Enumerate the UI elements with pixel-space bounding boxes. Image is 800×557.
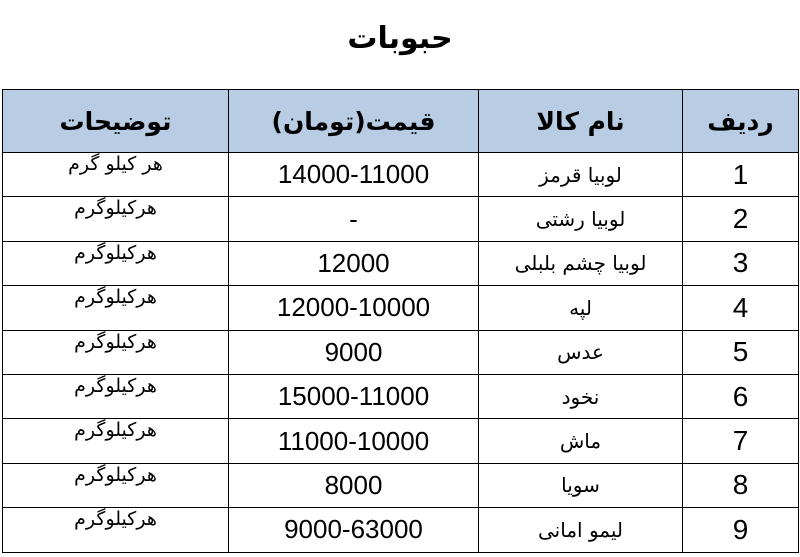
- product-name-cell: نخود: [479, 374, 683, 418]
- header-product-name: نام کالا: [479, 90, 683, 153]
- row-number-cell: 3: [683, 241, 799, 285]
- description-cell: هرکیلوگرم: [3, 463, 229, 507]
- description-cell: هرکیلوگرم: [3, 374, 229, 418]
- price-cell: 14000-11000: [229, 153, 479, 197]
- table-row: [3, 241, 799, 285]
- table-row: [3, 330, 799, 374]
- price-table: [2, 89, 799, 553]
- product-name-cell: لوبیا چشم بلبلی: [479, 241, 683, 285]
- row-number-cell: 5: [683, 330, 799, 374]
- row-number-cell: 9: [683, 508, 799, 552]
- table-row: [3, 463, 799, 507]
- price-cell: 8000: [229, 463, 479, 507]
- description-cell: هرکیلوگرم: [3, 197, 229, 241]
- table-row: [3, 286, 799, 330]
- price-cell: 11000-10000: [229, 419, 479, 463]
- row-number-cell: 6: [683, 374, 799, 418]
- description-cell: هرکیلوگرم: [3, 286, 229, 330]
- header-row-number: ردیف: [683, 90, 799, 153]
- product-name-cell: لوبیا رشتی: [479, 197, 683, 241]
- table-row: [3, 419, 799, 463]
- table-row: [3, 508, 799, 552]
- product-name-cell: لوبیا قرمز: [479, 153, 683, 197]
- price-cell: 15000-11000: [229, 374, 479, 418]
- row-number-cell: 7: [683, 419, 799, 463]
- price-cell: -: [229, 197, 479, 241]
- description-cell: هر کیلو گرم: [3, 153, 229, 197]
- page-title: حبوبات: [347, 21, 453, 56]
- row-number-cell: 1: [683, 153, 799, 197]
- product-name-cell: سویا: [479, 463, 683, 507]
- row-number-cell: 2: [683, 197, 799, 241]
- description-cell: هرکیلوگرم: [3, 330, 229, 374]
- product-name-cell: عدس: [479, 330, 683, 374]
- product-name-cell: ماش: [479, 419, 683, 463]
- price-cell: 9000-63000: [229, 508, 479, 552]
- description-cell: هرکیلوگرم: [3, 419, 229, 463]
- row-number-cell: 8: [683, 463, 799, 507]
- table-header-row: [3, 90, 799, 153]
- header-price: قیمت(تومان): [229, 90, 479, 153]
- description-cell: هرکیلوگرم: [3, 241, 229, 285]
- price-cell: 12000: [229, 241, 479, 285]
- product-name-cell: لیمو امانی: [479, 508, 683, 552]
- header-description: توضیحات: [3, 90, 229, 153]
- row-number-cell: 4: [683, 286, 799, 330]
- product-name-cell: لپه: [479, 286, 683, 330]
- price-cell: 9000: [229, 330, 479, 374]
- table-row: [3, 153, 799, 197]
- description-cell: هرکیلوگرم: [3, 508, 229, 552]
- table-row: [3, 197, 799, 241]
- table-row: [3, 374, 799, 418]
- price-cell: 12000-10000: [229, 286, 479, 330]
